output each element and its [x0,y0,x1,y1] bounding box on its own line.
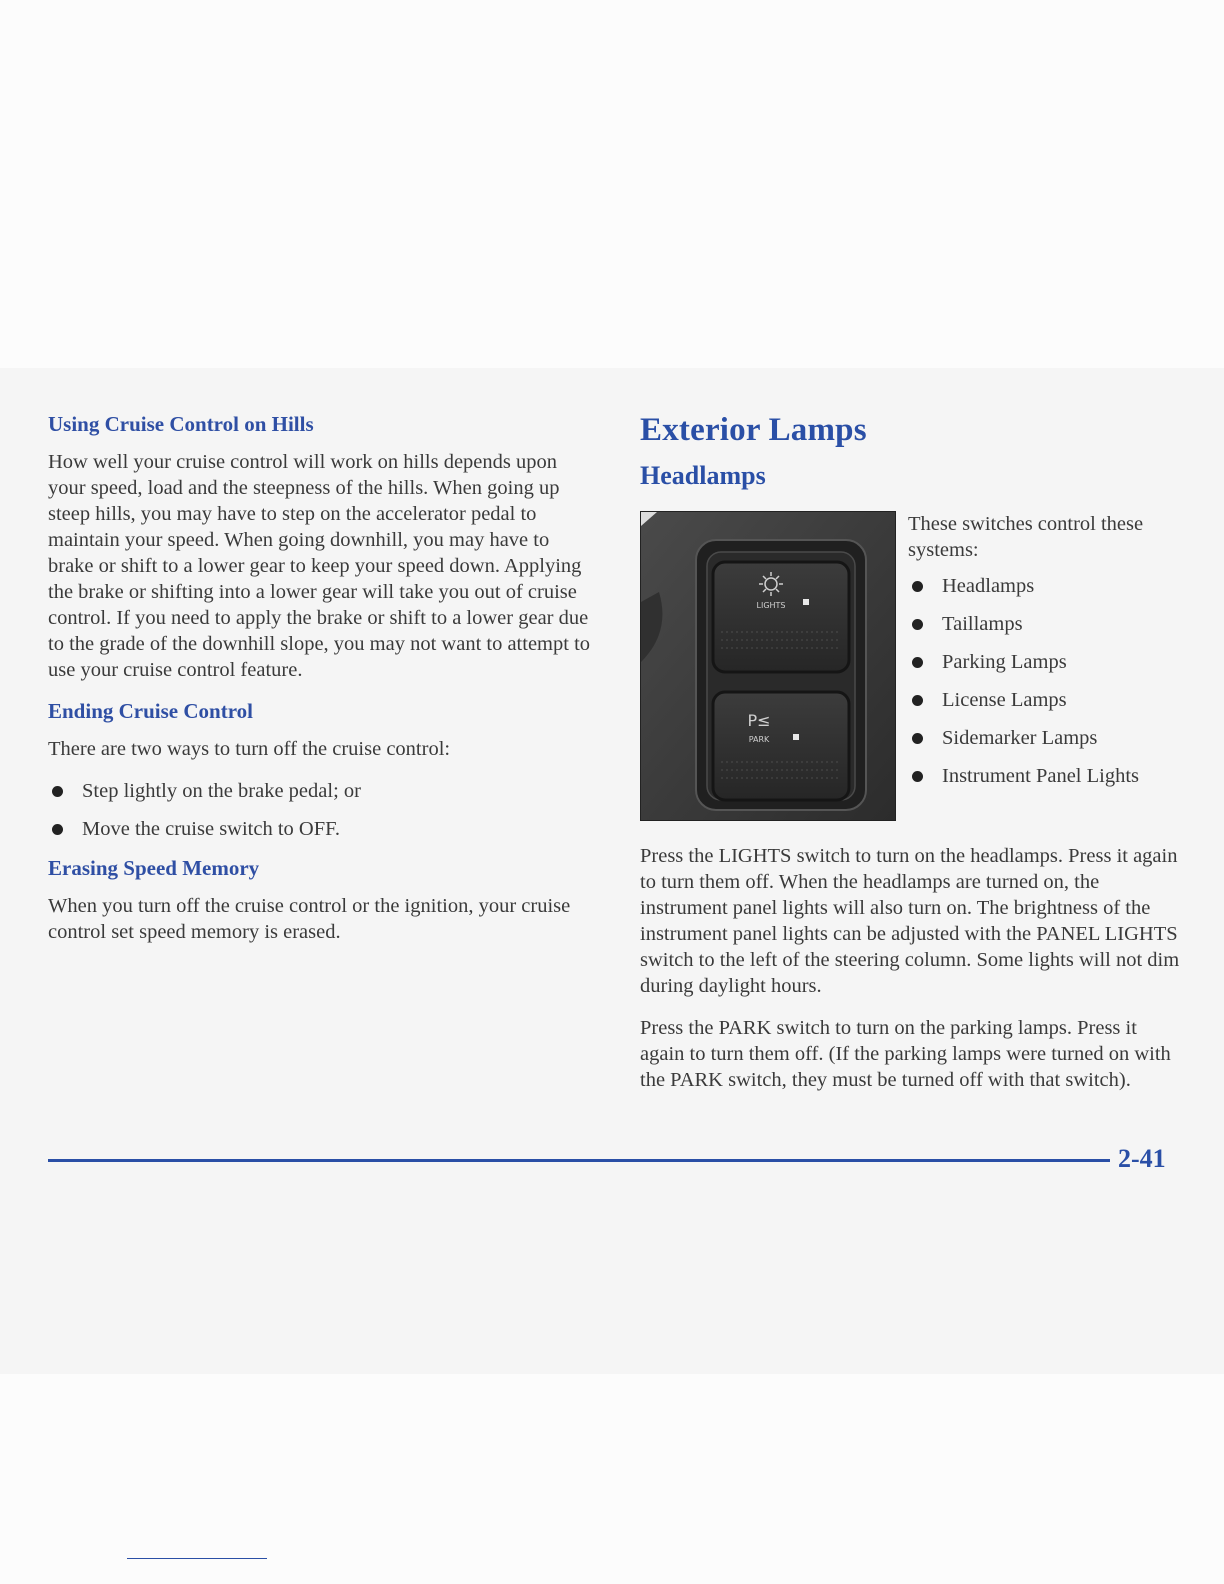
page-number: 2-41 [1118,1144,1166,1173]
headlamp-switch-photo [640,511,896,821]
ending-heading: Ending Cruise Control [48,699,253,723]
footer-rule [48,1159,1110,1162]
lights-paragraph: Press the LIGHTS switch to turn on the headlamps. Press it again to turn them off. When the headlamps are turned on, the instrument panel lights will also turn on. The brightness of the instrument panel lights can be adjusted with the PANEL LIGHTS switch to the left of the steering column. Some lights will not dim during daylight hours. [640,845,1180,997]
left-column [48,412,596,961]
section-title: Exterior Lamps [640,412,867,448]
park-paragraph: Press the PARK switch to turn on the parking lamps. Press it again to turn them off. (If the parking lamps were turned on with the PARK switch, they must be turned off with that switch). [640,1017,1171,1091]
switch-panel-illustration [641,512,895,820]
systems-list [908,573,1188,789]
systems-column [908,511,1188,803]
hills-paragraph: How well your cruise control will work on hills depends upon your speed, load and the steepness of the hills. When going up steep hills, you may have to step on the accelerator pedal to maintain your speed. When going downhill, you may have to brake or shift to a lower gear to keep your speed down. Applying the brake or shifting into a lower gear will take you out of cruise control. If you need to apply the brake or shift to a lower gear due to the grade of the downhill slope, you may not want to attempt to use your cruise control feature. [48,451,591,681]
erasing-heading: Erasing Speed Memory [48,856,260,880]
erasing-paragraph: When you turn off the cruise control or the ignition, your cruise control set speed memory is erased. [48,895,571,943]
ending-paragraph: There are two ways to turn off the cruise control: [48,738,451,760]
park-indicator [793,734,799,740]
list-item: Step lightly on the brake pedal; or [48,778,596,804]
right-column [640,412,1180,1109]
lights-label: LIGHTS [756,601,786,610]
subsection-title: Headlamps [640,461,766,490]
list-item: Sidemarker Lamps [908,725,1188,751]
park-label: PARK [748,735,770,744]
bottom-link-rule [127,1558,267,1559]
park-icon: P≤ [747,711,771,730]
list-item: Parking Lamps [908,649,1188,675]
list-item: License Lamps [908,687,1188,713]
switch-figure-row [640,511,1180,823]
list-item: Move the cruise switch to OFF. [48,816,596,842]
hills-heading: Using Cruise Control on Hills [48,412,314,436]
list-item: Taillamps [908,611,1188,637]
systems-intro: These switches control these systems: [908,513,1144,561]
list-item: Instrument Panel Lights [908,763,1188,789]
list-item: Headlamps [908,573,1188,599]
lights-indicator [803,599,809,605]
ending-list [48,778,596,842]
